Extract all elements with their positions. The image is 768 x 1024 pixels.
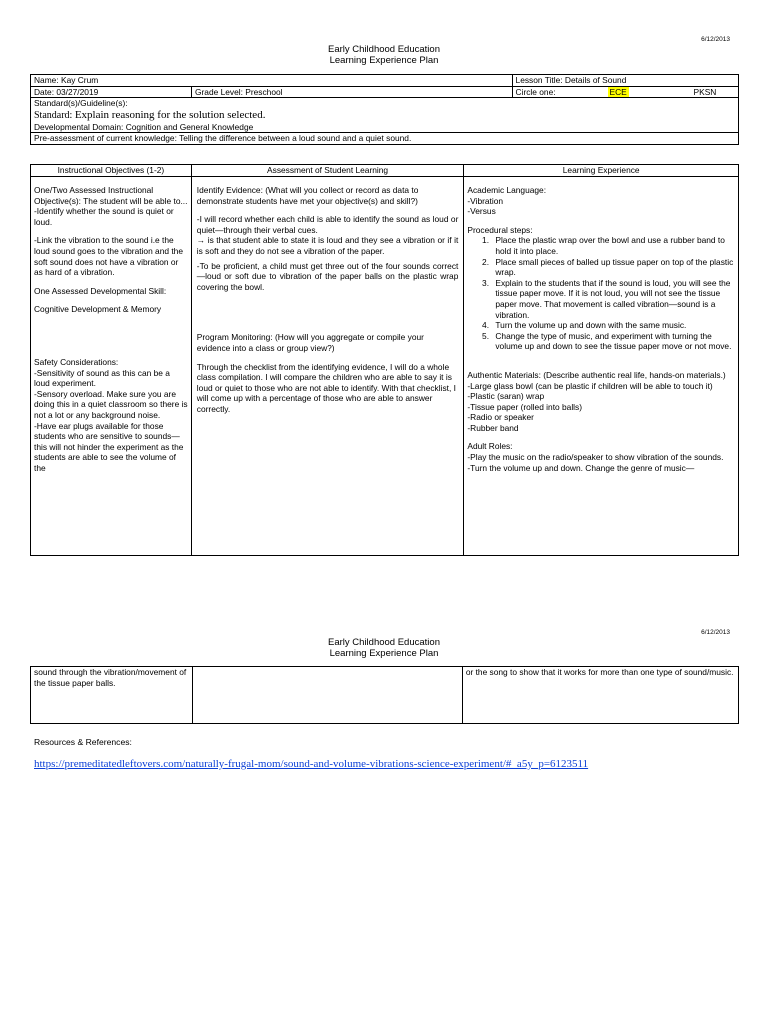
document-title: Early Childhood Education <box>328 637 440 648</box>
adult-roles-heading: Adult Roles: <box>467 441 513 452</box>
resources-link[interactable]: https://premeditatedleftovers.com/naturally-frugal-mom/sound-and-volume-vibrations-science-experiment/#_a5y_p=6123511 <box>34 758 589 770</box>
procedural-step: 3. Explain to the students that if the sound is loud, you will see the tissue paper move. If it is not loud, you will not see the tissue paper move. That movement is called vibration—sound is a vibration. <box>491 278 735 320</box>
program-monitoring-heading: Program Monitoring: (How will you aggregate or compile your evidence into a class or group view?) <box>196 332 424 353</box>
identify-evidence-item: -I will record whether each child is able to identify the sound as loud or quiet—through their verbal cues. <box>196 214 459 235</box>
procedural-step: 1. Place the plastic wrap over the bowl and use a rubber band to hold it into place. <box>491 235 735 256</box>
material-item: -Radio or speaker <box>467 412 534 423</box>
academic-term: -Versus <box>467 206 496 217</box>
procedural-step: 4. Turn the volume up and down with the same music. <box>491 320 735 331</box>
ece-highlight: ECE <box>609 86 627 97</box>
standard-line <box>34 109 735 122</box>
program-monitoring-text: Through the checklist from the identifying evidence, I will do a whole class compilation. I will compare the children who are able to say it is loud or quiet to those who are not able to identify. With that checklist, I will come up with a percentage of those who are able to answer correctly. <box>196 361 456 414</box>
academic-language-heading: Academic Language: <box>467 185 547 195</box>
objectives-heading: One/Two Assessed Instructional Objective(s): The student will be able to... <box>34 185 188 206</box>
procedural-step: 2. Place small pieces of balled up tissue paper on top of the plastic wrap. <box>491 257 735 278</box>
standards-cell <box>31 98 739 133</box>
objectives-column <box>31 177 192 556</box>
material-item: -Rubber band <box>467 422 519 433</box>
lesson-title-cell: Lesson Title: Details of Sound <box>512 75 738 87</box>
procedural-steps-list <box>467 235 735 352</box>
header-instructional-objectives: Instructional Objectives (1-2) <box>31 165 192 177</box>
procedural-step: 5. Change the type of music, and experiment with turning the volume up and down to see the tissue paper move or not move. <box>491 331 735 352</box>
page-date: 6/12/2013 <box>701 629 730 636</box>
circle-option-ece <box>605 86 691 98</box>
material-item: -Plastic (saran) wrap <box>467 391 545 402</box>
authentic-materials-heading: Authentic Materials: (Describe authentic real life, hands-on materials.) <box>467 369 726 380</box>
preassessment-cell: Pre-assessment of current knowledge: Telling the difference between a loud sound and a quiet sound. <box>31 133 739 145</box>
resources-heading: Resources & References: <box>34 737 132 747</box>
standard-prefix: Standard: <box>34 109 75 121</box>
objective-item: -Link the vibration to the sound i.e the loud sound goes to the vibration and the soft sound does not have a vibration or as hard of a vibration. <box>34 235 183 278</box>
skill-heading: One Assessed Developmental Skill: <box>34 285 167 296</box>
circle-one-label: Circle one: <box>512 86 605 98</box>
skill-text: Cognitive Development & Memory <box>34 304 162 315</box>
adult-role-item: -Play the music on the radio/speaker to show vibration of the sounds. <box>467 452 724 463</box>
academic-term: -Vibration <box>467 195 504 206</box>
header-learning-experience: Learning Experience <box>464 165 739 177</box>
learning-experience-column-continued: or the song to show that it works for more than one type of sound/music. <box>462 667 738 724</box>
safety-item: -Sensitivity of sound as this can be a loud experiment. <box>34 367 170 389</box>
objectives-column-continued: sound through the vibration/movement of the tissue paper balls. <box>31 667 193 724</box>
lesson-info-table <box>30 74 739 145</box>
safety-item: -Have ear plugs available for those students who are sensitive to sounds—this will not hinder the experiment as the students are able to see the volume of the <box>34 420 184 473</box>
learning-experience-column <box>464 177 739 556</box>
document-title: Early Childhood Education <box>328 44 440 55</box>
assessment-column-continued <box>192 667 462 724</box>
standard-text: Explain reasoning for the solution selected. <box>74 108 266 121</box>
lesson-plan-table <box>30 164 739 556</box>
standards-label: Standard(s)/Guideline(s): <box>34 98 128 109</box>
document-page-2 <box>0 620 768 1024</box>
material-item: -Tissue paper (rolled into balls) <box>467 401 583 412</box>
circle-option-pksn: PKSN <box>691 86 739 98</box>
document-subtitle: Learning Experience Plan <box>329 648 439 659</box>
header-assessment: Assessment of Student Learning <box>191 165 464 177</box>
page-date: 6/12/2013 <box>701 36 730 43</box>
material-item: -Large glass bowl (can be plastic if children will be able to touch it) <box>467 380 713 391</box>
name-cell: Name: Kay Crum <box>31 75 513 87</box>
document-subtitle: Learning Experience Plan <box>329 55 439 66</box>
developmental-domain: Developmental Domain: Cognition and General Knowledge <box>34 121 254 132</box>
objective-item: -Identify whether the sound is quiet or loud. <box>34 206 174 227</box>
safety-heading: Safety Considerations: <box>34 356 119 367</box>
date-cell: Date: 03/27/2019 <box>31 86 192 98</box>
identify-evidence-item: → is that student able to state it is loud and they see a vibration or if it is soft and they do not see a vibration of the paper. <box>196 235 459 256</box>
adult-role-item: -Turn the volume up and down. Change the genre of music— <box>467 462 695 473</box>
assessment-column <box>191 177 464 556</box>
safety-item: -Sensory overload. Make sure you are doing this in a quiet classroom so there is not a lot or any background noise. <box>34 388 188 420</box>
lesson-plan-table-continued <box>30 666 739 724</box>
identify-evidence-heading: Identify Evidence: (What will you collect or record as data to demonstrate students have met your objective(s) and skill?) <box>196 185 419 206</box>
identify-evidence-item: -To be proficient, a child must get three out of the four sounds correct—loud or soft due to vibration of the paper balls on the plastic wrap covering the bowl. <box>196 260 459 292</box>
grade-level-cell: Grade Level: Preschool <box>192 86 513 98</box>
procedural-steps-heading: Procedural steps: <box>467 224 533 235</box>
